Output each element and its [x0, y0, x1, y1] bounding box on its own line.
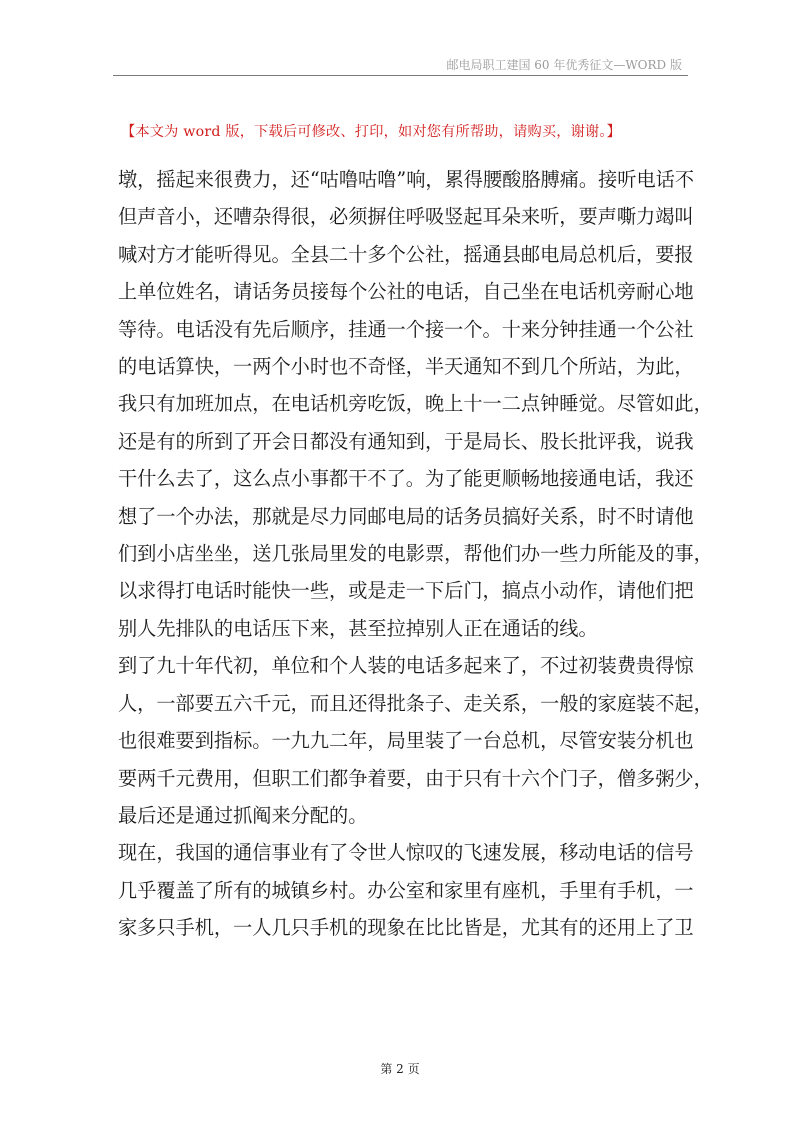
text-line: 我只有加班加点，在电话机旁吃饭，晚上十一二点钟睡觉。尽管如此， [118, 392, 713, 416]
text-line: 等待。电话没有先后顺序，挂通一个接一个。十来分钟挂通一个公社 [118, 317, 694, 341]
paragraph-3 [118, 834, 694, 946]
text-line: 现在，我国的通信事业有了令世人惊叹的飞速发展，移动电话的信号 [118, 841, 694, 865]
text-line: 以求得打电话时能快一些，或是走一下后门，搞点小动作，请他们把 [118, 579, 694, 603]
text-line: 别人先排队的电话压下来，甚至拉掉别人正在通话的线。 [118, 616, 598, 640]
text-line: 人，一部要五六千元，而且还得批条子、走关系，一般的家庭装不起， [118, 691, 713, 715]
text-line: 还是有的所到了开会日都没有通知到，于是局长、股长批评我，说我 [118, 429, 694, 453]
text-line: 最后还是通过抓阄来分配的。 [118, 803, 368, 827]
header-divider [113, 75, 688, 76]
text-line: 们到小店坐坐，送几张局里发的电影票，帮他们办一些力所能及的事， [118, 542, 713, 566]
text-line: 墩，摇起来很费力，还“咕噜咕噜”响，累得腰酸胳膊痛。接听电话不 [118, 168, 695, 191]
text-line: 但声音小，还嘈杂得很，必须摒住呼吸竖起耳朵来听，要声嘶力竭叫 [118, 205, 694, 229]
text-line: 上单位姓名，请话务员接每个公社的电话，自己坐在电话机旁耐心地 [118, 280, 694, 304]
document-body [118, 161, 713, 947]
paragraph-1 [118, 161, 713, 647]
text-line: 干什么去了，这么点小事都干不了。为了能更顺畅地接通电话，我还 [118, 467, 694, 491]
text-line: 的电话算快，一两个小时也不奇怪，半天通知不到几个所站，为此， [118, 355, 694, 379]
text-line: 家多只手机，一人几只手机的现象在比比皆是，尤其有的还用上了卫 [118, 916, 694, 940]
text-line: 几乎覆盖了所有的城镇乡村。办公室和家里有座机，手里有手机，一 [118, 878, 694, 902]
document-header-title: 邮电局职工建国 60 年优秀征文—WORD 版 [446, 58, 682, 72]
page-number: 第 2 页 [380, 1062, 420, 1076]
text-line: 想了一个办法，那就是尽力同邮电局的话务员搞好关系，时不时请他 [118, 504, 694, 528]
text-line: 要两千元费用，但职工们都争着要，由于只有十六个门子，僧多粥少， [118, 766, 713, 790]
paragraph-2 [118, 647, 713, 834]
text-line: 也很难要到指标。一九九二年，局里装了一台总机，尽管安装分机也 [118, 729, 694, 753]
purchase-notice: 【本文为 word 版，下载后可修改、打印，如对您有所帮助，请购买，谢谢。】 [121, 124, 622, 140]
text-line: 到了九十年代初，单位和个人装的电话多起来了，不过初装费贵得惊 [118, 654, 694, 678]
text-line: 喊对方才能听得见。全县二十多个公社，摇通县邮电局总机后，要报 [118, 242, 694, 266]
